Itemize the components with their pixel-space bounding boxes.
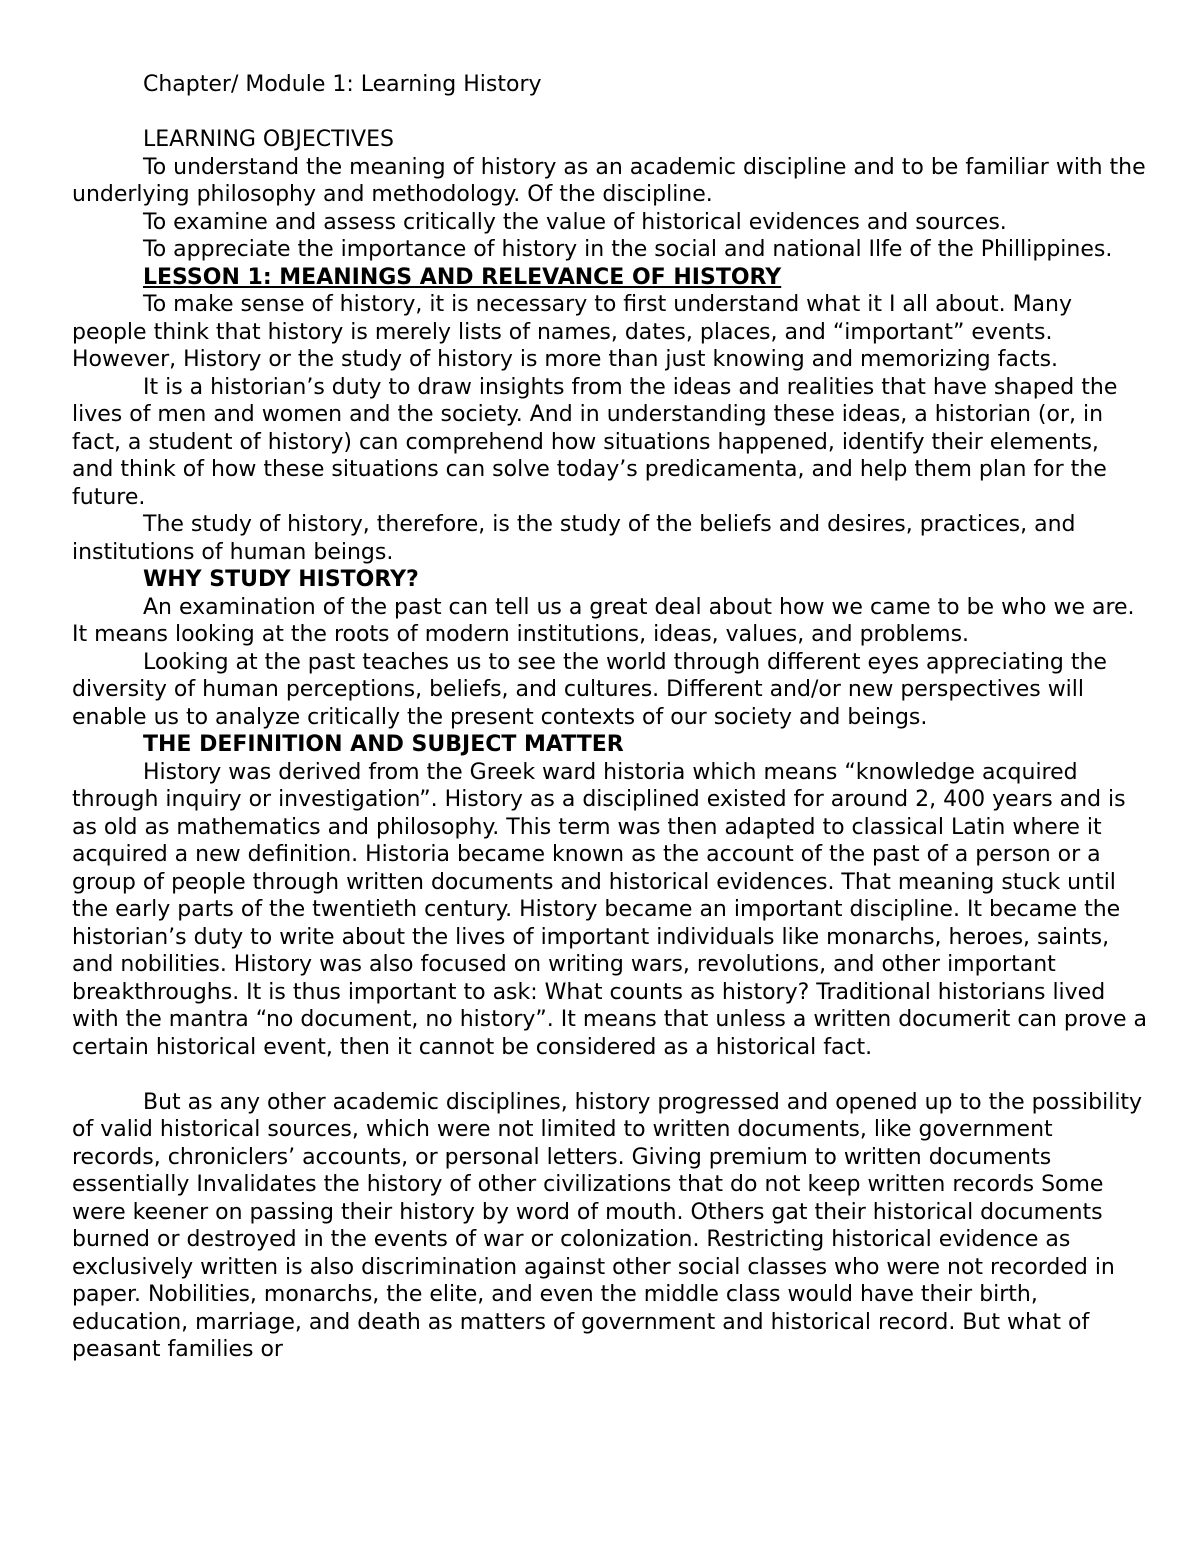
spacer xyxy=(72,99,1147,127)
objectives-heading: LEARNING OBJECTIVES xyxy=(143,127,394,152)
body-paragraph: Looking at the past teaches us to see the world through different eyes appreciating the diversity of human perceptions, beliefs, and cultures. Different and/or new perspectives will enable us to analyze critically the present contexts of our society and beings. xyxy=(72,649,1107,730)
section-heading: THE DEFINITION AND SUBJECT MATTER xyxy=(143,732,624,757)
body-paragraph: But as any other academic disciplines, history progressed and opened up to the possibility of valid historical sources, which were not limited to written documents, like government records, chroniclers’ accounts, or personal letters. Giving premium to written documents essentially Invalidates the history of other civilizations that do not keep written records Some were keener on passing their history by word of mouth. Others gat their historical documents burned or destroyed in the events of war or colonization. Restricting historical evidence as exclusively written is also discrimination against other social classes who were not recorded in paper. Nobilities, monarchs, the elite, and even the middle class would have their birth, education, marriage, and death as matters of government and historical record. But what of peasant families or xyxy=(72,1089,1143,1362)
body-paragraph: To make sense of history, it is necessary to first understand what it I all about. Many people think that history is merely lists of names, dates, places, and “important” events. However, History or the study of history is more than just knowing and memorizing facts. xyxy=(72,292,1073,372)
document-title: Chapter/ Module 1: Learning History xyxy=(143,72,542,97)
body-paragraph: It is a historian’s duty to draw insights from the ideas and realities that have shaped the lives of men and women and the society. And in understanding these ideas, a historian (or, in fact, a student of history) can comprehend how situations happened, identify their elements, and think of how these situations can solve today’s predicamenta, and help them plan for the future. xyxy=(72,374,1118,510)
lesson-heading: LESSON 1: MEANINGS AND RELEVANCE OF HISTORY xyxy=(143,264,782,290)
body-paragraph: The study of history, therefore, is the study of the beliefs and desires, practices, and institutions of human beings. xyxy=(72,512,1076,565)
spacer xyxy=(72,1061,1147,1089)
objective-item: To understand the meaning of history as an academic discipline and to be familiar with the underlying philosophy and methodology. Of the discipline. xyxy=(72,154,1146,207)
body-paragraph: An examination of the past can tell us a great deal about how we came to be who we are. It means looking at the roots of modern institutions, ideas, values, and problems. xyxy=(72,594,1135,647)
body-paragraph: History was derived from the Greek ward historia which means “knowledge acquired through inquiry or investigation”. History as a disciplined existed for around 2, 400 years and is as old as mathematics and philosophy. This term was then adapted to classical Latin where it acquired a new definition. Historia became known as the account of the past of a person or a group of people through written documents and historical evidences. That meaning stuck until the early parts of the twentieth century. History became an important discipline. It became the historian’s duty to write about the lives of important individuals like monarchs, heroes, saints, and nobilities. History was also focused on writing wars, revolutions, and other important breakthroughs. It is thus important to ask: What counts as history? Traditional historians lived with the mantra “no document, no history”. It means that unless a written documerit can prove a certain historical event, then it cannot be considered as a historical fact. xyxy=(72,759,1147,1060)
objective-item: To appreciate the importance of history in the social and national Ilfe of the Phillippines. xyxy=(143,237,1113,262)
document-body xyxy=(72,71,1147,1364)
section-heading: WHY STUDY HISTORY? xyxy=(143,567,419,592)
objective-item: To examine and assess critically the value of historical evidences and sources. xyxy=(143,209,1007,235)
